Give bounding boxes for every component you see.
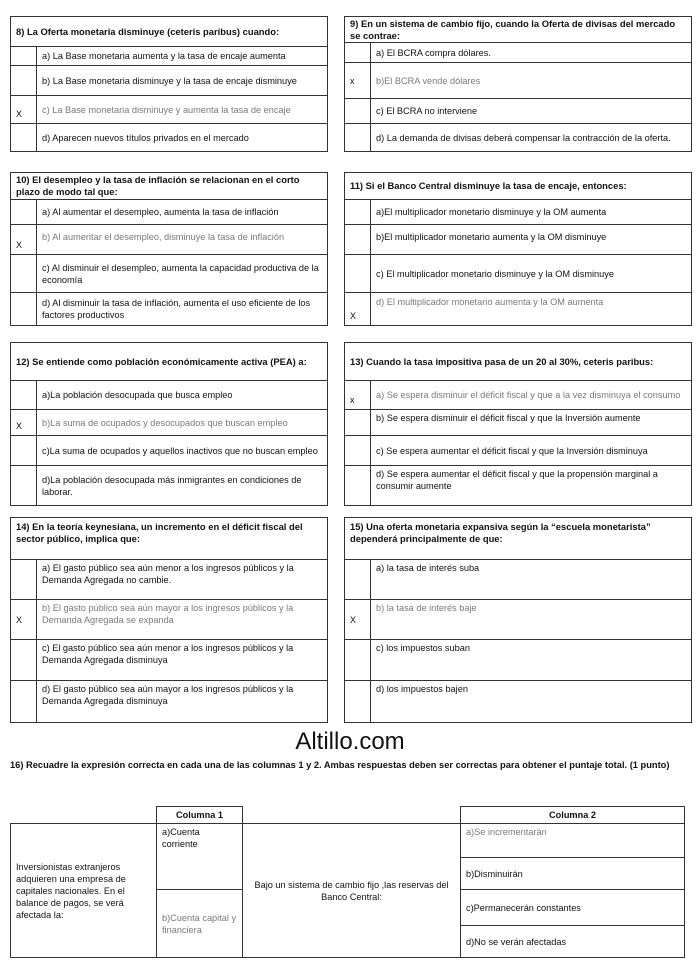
answer-mark [345, 99, 371, 123]
question-14 [10, 517, 328, 723]
option-text: a) la tasa de interés suba [376, 563, 480, 573]
question-14-option-b[interactable] [11, 600, 327, 640]
question-8-option-d[interactable] [11, 124, 327, 151]
answer-mark [345, 200, 371, 224]
question-10-header: 10) El desempleo y la tasa de inflación se relacionan en el corto plazo de modo tal que: [11, 173, 327, 200]
option-text: c) Al disminuir el desempleo, aumenta la capacidad productiva de la economía [42, 262, 319, 285]
question-9-header: 9) En un sistema de cambio fijo, cuando la Oferta de divisas del mercado se contrae: [345, 17, 691, 43]
option-text: a)El multiplicador monetario disminuye y la OM aumenta [376, 207, 607, 217]
answer-mark: X [11, 410, 37, 435]
question-9 [344, 16, 692, 152]
column-1-option-b[interactable]: b)Cuenta capital y financiera [157, 890, 243, 958]
question-9-option-d[interactable] [345, 124, 691, 151]
option-text: b) La Base monetaria disminuye y la tasa de encaje disminuye [42, 75, 297, 86]
option-text: b)El multiplicador monetario aumenta y la OM disminuye [376, 232, 607, 242]
option-text: a) El BCRA compra dólares. [376, 47, 491, 58]
question-8-option-b[interactable] [11, 66, 327, 96]
answer-mark [345, 43, 371, 62]
question-8-header: 8) La Oferta monetaria disminuye (ceteris paribus) cuando: [11, 17, 327, 47]
question-12-option-d[interactable] [11, 466, 327, 505]
question-9-option-a[interactable] [345, 43, 691, 63]
option-text: c) los impuestos suban [376, 643, 470, 653]
option-text: a) La Base monetaria aumenta y la tasa de encaje aumenta [42, 51, 286, 61]
column-2-option-a[interactable]: a)Se incrementarán [461, 824, 685, 858]
question-13-option-c[interactable] [345, 436, 691, 466]
answer-mark [11, 640, 37, 680]
answer-mark [345, 681, 371, 722]
question-14-option-c[interactable] [11, 640, 327, 681]
question-10-option-c[interactable] [11, 255, 327, 293]
answer-mark [11, 466, 37, 505]
question-10 [10, 172, 328, 326]
question-11-option-d[interactable] [345, 293, 691, 325]
answer-mark: X [345, 600, 371, 639]
question-11-header: 11) Si el Banco Central disminuye la tasa de encaje, entonces: [345, 173, 691, 200]
column-2-header: Columna 2 [461, 807, 685, 824]
option-text: d) El gasto público sea aún mayor a los ingresos públicos y la Demanda Agregada disminuya [42, 684, 294, 706]
column-1-header: Columna 1 [157, 807, 243, 824]
option-text: c) El gasto público sea aún menor a los ingresos públicos y la Demanda Agregada disminuya [42, 643, 294, 665]
question-12-option-a[interactable] [11, 381, 327, 410]
question-9-option-b[interactable] [345, 63, 691, 99]
option-text: a) Al aumentar el desempleo, aumenta la tasa de inflación [42, 207, 279, 217]
question-16-table [10, 806, 685, 958]
question-11 [344, 172, 692, 326]
answer-mark [345, 225, 371, 254]
answer-mark [11, 200, 37, 224]
question-8-option-c[interactable] [11, 96, 327, 124]
question-10-option-a[interactable] [11, 200, 327, 225]
question-11-option-b[interactable] [345, 225, 691, 255]
answer-mark [345, 560, 371, 599]
column-2-option-c[interactable]: c)Permanecerán constantes [461, 890, 685, 926]
context-statement: Inversionistas extranjeros adquieren una empresa de capitales nacionales. En el balance de pagos, se verá afectada la: [11, 824, 157, 958]
question-13-option-a[interactable] [345, 381, 691, 410]
question-12 [10, 342, 328, 506]
answer-mark: X [11, 96, 37, 123]
option-text: d) los impuestos bajen [376, 684, 468, 694]
option-text: d) La demanda de divisas deberá compensar la contracción de la oferta. [376, 132, 671, 143]
question-13-option-b[interactable] [345, 410, 691, 436]
option-text: d)La población desocupada más inmigrantes en condiciones de laborar. [42, 474, 302, 497]
watermark-text: Altillo.com [295, 728, 405, 755]
option-text: a)La población desocupada que busca empleo [42, 390, 233, 400]
question-9-option-c[interactable] [345, 99, 691, 124]
option-text: b)El BCRA vende dólares [376, 75, 481, 86]
blank-header-cell [11, 807, 157, 824]
option-text: a) Se espera disminuir el déficit fiscal y que a la vez disminuya el consumo [376, 390, 681, 400]
question-13-header: 13) Cuando la tasa impositiva pasa de un 20 al 30%, ceteris paribus: [345, 343, 691, 381]
answer-mark: X [11, 600, 37, 639]
column-2-option-b[interactable]: b)Disminuirán [461, 858, 685, 890]
question-12-header: 12) Se entiende como población económicamente activa (PEA) a: [11, 343, 327, 381]
question-10-option-b[interactable] [11, 225, 327, 255]
answer-mark [345, 640, 371, 680]
answer-mark [11, 47, 37, 65]
question-12-option-c[interactable] [11, 436, 327, 466]
question-13 [344, 342, 692, 506]
option-text: d) Aparecen nuevos títulos privados en el mercado [42, 132, 249, 143]
answer-mark [11, 681, 37, 722]
option-text: d) El multiplicador monetario aumenta y la OM aumenta [376, 297, 604, 307]
answer-mark: x [345, 381, 371, 409]
column-1-option-a[interactable]: a)Cuenta corriente [157, 824, 243, 890]
question-14-option-d[interactable] [11, 681, 327, 722]
option-text: b) El gasto público sea aún mayor a los ingresos públicos y la Demanda Agregada se expanda [42, 603, 294, 625]
option-text: b) Al aumentar el desempleo, disminuye la tasa de inflación [42, 232, 285, 242]
answer-mark [11, 124, 37, 151]
answer-mark [11, 560, 37, 599]
option-text: c)La suma de ocupados y aquellos inactivos que no buscan empleo [42, 445, 318, 456]
question-13-option-d[interactable] [345, 466, 691, 505]
middle-statement: Bajo un sistema de cambio fijo ,las reservas del Banco Central: [243, 824, 461, 958]
question-15-option-d[interactable] [345, 681, 691, 722]
option-text: c) La Base monetaria disminuye y aumenta la tasa de encaje [42, 104, 291, 115]
question-15 [344, 517, 692, 723]
option-text: b) la tasa de interés baje [376, 603, 477, 613]
answer-mark: X [345, 293, 371, 325]
answer-mark [345, 255, 371, 292]
option-text: c) Se espera aumentar el déficit fiscal y que la Inversión disminuya [376, 445, 648, 456]
question-11-option-c[interactable] [345, 255, 691, 293]
answer-mark [11, 66, 37, 95]
answer-mark [11, 381, 37, 409]
option-text: c) El BCRA no interviene [376, 106, 478, 116]
question-11-option-a[interactable] [345, 200, 691, 225]
question-15-option-a[interactable] [345, 560, 691, 600]
question-15-option-c[interactable] [345, 640, 691, 681]
answer-mark [345, 124, 371, 151]
question-8-option-a[interactable] [11, 47, 327, 66]
answer-mark [345, 466, 371, 505]
question-12-option-b[interactable] [11, 410, 327, 436]
question-15-header: 15) Una oferta monetaria expansiva según la “escuela monetarista” dependerá principalmente de que: [345, 518, 691, 560]
column-2-option-d[interactable]: d)No se verán afectadas [461, 926, 685, 958]
answer-mark: X [11, 225, 37, 254]
question-16-title: 16) Recuadre la expresión correcta en cada una de las columnas 1 y 2. Ambas respuestas deben ser correctas para obtener el puntaje total. (1 punto) [10, 760, 670, 770]
answer-mark: x [345, 63, 371, 98]
question-14-option-a[interactable] [11, 560, 327, 600]
question-8 [10, 16, 328, 152]
option-text: d) Se espera aumentar el déficit fiscal y que la propensión marginal a consumir aumente [376, 469, 658, 491]
option-text: d) Al disminuir la tasa de inflación, aumenta el uso eficiente de los factores productivos [42, 298, 311, 320]
option-text: b)La suma de ocupados y desocupados que buscan empleo [42, 417, 288, 428]
question-10-option-d[interactable] [11, 293, 327, 325]
question-15-option-b[interactable] [345, 600, 691, 640]
answer-mark [345, 410, 371, 435]
blank-header-cell [243, 807, 461, 824]
answer-mark [11, 293, 37, 325]
answer-mark [11, 436, 37, 465]
option-text: b) Se espera disminuir el déficit fiscal y que la Inversión aumente [376, 413, 641, 423]
question-14-header: 14) En la teoría keynesiana, un incremento en el déficit fiscal del sector público, implica que: [11, 518, 327, 560]
answer-mark [345, 436, 371, 465]
option-text: a) El gasto público sea aún menor a los ingresos públicos y la Demanda Agregada no cambie. [42, 563, 294, 585]
option-text: c) El multiplicador monetario disminuye y la OM disminuye [376, 268, 614, 279]
answer-mark [11, 255, 37, 292]
